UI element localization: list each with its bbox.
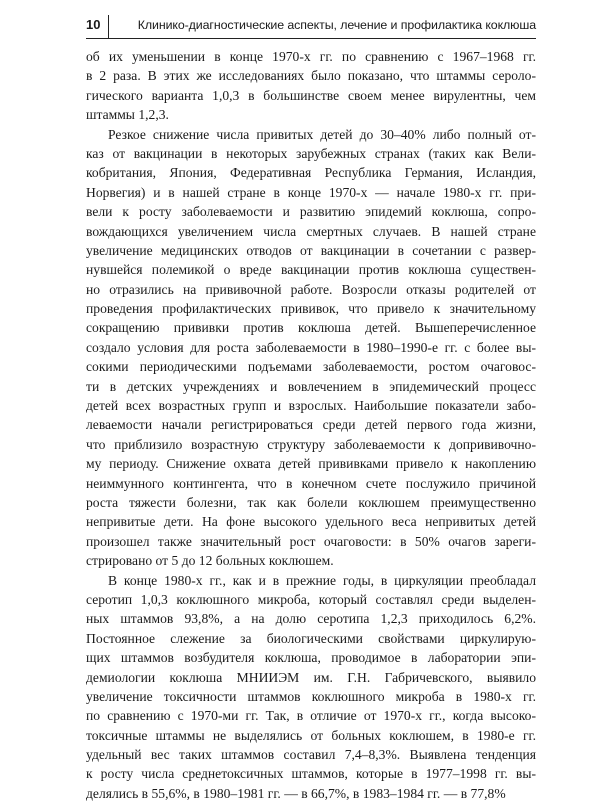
text-line: Норвегия) и в нашей стране в конце 1970-х — начале 1980-х гг. при- (86, 184, 536, 200)
text-line: об их уменьшении в конце 1970-х гг. по сравнению с 1967–1968 гг. (86, 49, 536, 64)
text-line: к росту числа среднетоксичных штаммов, которые в 1977–1998 гг. вы- (86, 766, 536, 782)
text-line: гического варианта 1,0,3 в большинстве своем менее вирулентны, чем (86, 87, 536, 103)
text-line: удельный вес таких штаммов составил 7,4–8,3%. Выявлена тенденция (86, 747, 536, 763)
text-line: вождающихся увеличением числа смертных случаев. В нашей стране (86, 223, 536, 239)
text-line: Резкое снижение числа привитых детей до 30–40% либо полный от- (108, 126, 536, 142)
text-line: ных штаммов 93,8%, а на долю серотипа 1,2,3 приходилось 6,2%. (86, 611, 536, 627)
text-line: штаммы 1,2,3. (86, 107, 169, 123)
text-line: но отразились на прививочной работе. Возросли отказы родителей от (86, 281, 536, 297)
text-line: неиммунного контингента, что в конечном счете послужило причиной (86, 475, 536, 491)
text-line: В конце 1980-х гг., как и в прежние годы, в циркуляции преобладал (108, 572, 536, 588)
text-line: произошел также значительный рост очаговости: в 50% очагов зареги- (86, 533, 536, 549)
text-line: проведения профилактических прививок, что привело к значительному (86, 301, 536, 317)
running-title: Клинико-диагностические аспекты, лечение и профилактика коклюша (137, 18, 536, 32)
header-divider (108, 15, 109, 38)
text-line: роста тяжести болезни, так как болели коклюшем преимущественно (86, 494, 536, 510)
text-line: токсичные штаммы не выделялись от больных коклюшем, в 1980-е гг. (86, 727, 536, 743)
paragraph (86, 571, 536, 803)
text-line: сокращению прививки против коклюша детей. Вышеперечисленное (86, 320, 536, 336)
text-line: демиологии коклюша МНИИЭМ им. Г.Н. Габричевского, выявило (86, 669, 536, 685)
text-line: что приблизило возрастную структуру заболеваемости к допрививочно- (86, 436, 536, 452)
paragraph (86, 47, 536, 125)
text-line: непривитые дети. На фоне высокого удельного веса непривитых детей (86, 514, 536, 530)
text-line: ти в детских учреждениях и вовлечением в эпидемический процесс (86, 378, 536, 394)
text-line: по сравнению с 1970-ми гг. Так, в отличие от 1970-х гг., когда высоко- (86, 708, 536, 724)
text-line: щих штаммов возбудителя коклюша, проводимое в лаборатории эпи- (86, 650, 536, 666)
text-line: каз от вакцинации в некоторых зарубежных странах (таких как Вели- (86, 145, 536, 161)
text-line: увеличение токсичности штаммов коклюшного микроба в 1980-х гг. (86, 688, 536, 704)
text-line: увеличение медицинских отводов от вакцинации в сочетании с развер- (86, 242, 536, 258)
text-line: создало условия для роста заболеваемости в 1980–1990-е гг. с более вы- (86, 339, 536, 355)
text-line: стрировано от 5 до 12 больных коклюшем. (86, 553, 334, 569)
text-line: делялись в 55,6%, в 1980–1981 гг. — в 66,7%, в 1983–1984 гг. — в 77,8% (86, 785, 506, 801)
text-line: вели к росту заболеваемости и развитию эпидемий коклюша, сопро- (86, 204, 536, 220)
text-line: леваемости начали регистрироваться среди детей первого года жизни, (86, 417, 536, 433)
text-line: му периоду. Снижение охвата детей прививками привело к накоплению (86, 456, 536, 472)
body-text (86, 47, 536, 803)
text-line: детей всех возрастных групп и взрослых. Наибольшие показатели забо- (86, 398, 536, 414)
text-line: серотип 1,0,3 коклюшного микроба, который составлял среди выделен- (86, 591, 536, 607)
text-line: кобритания, Япония, Федеративная Республика Германия, Исландия, (86, 165, 536, 181)
text-line: сокими периодическими подъемами заболеваемости, ростом очаговос- (86, 359, 536, 375)
text-line: в 2 раза. В этих же исследованиях было показано, что штаммы сероло- (86, 68, 536, 84)
text-line: Постоянное слежение за биологическими свойствами циркулирую- (86, 630, 536, 646)
running-header (86, 15, 536, 37)
text-line: нувшейся полемикой о вреде вакцинации против коклюша существен- (86, 262, 536, 278)
paragraph (86, 125, 536, 571)
header-rule (86, 38, 536, 39)
page-number: 10 (86, 17, 101, 32)
